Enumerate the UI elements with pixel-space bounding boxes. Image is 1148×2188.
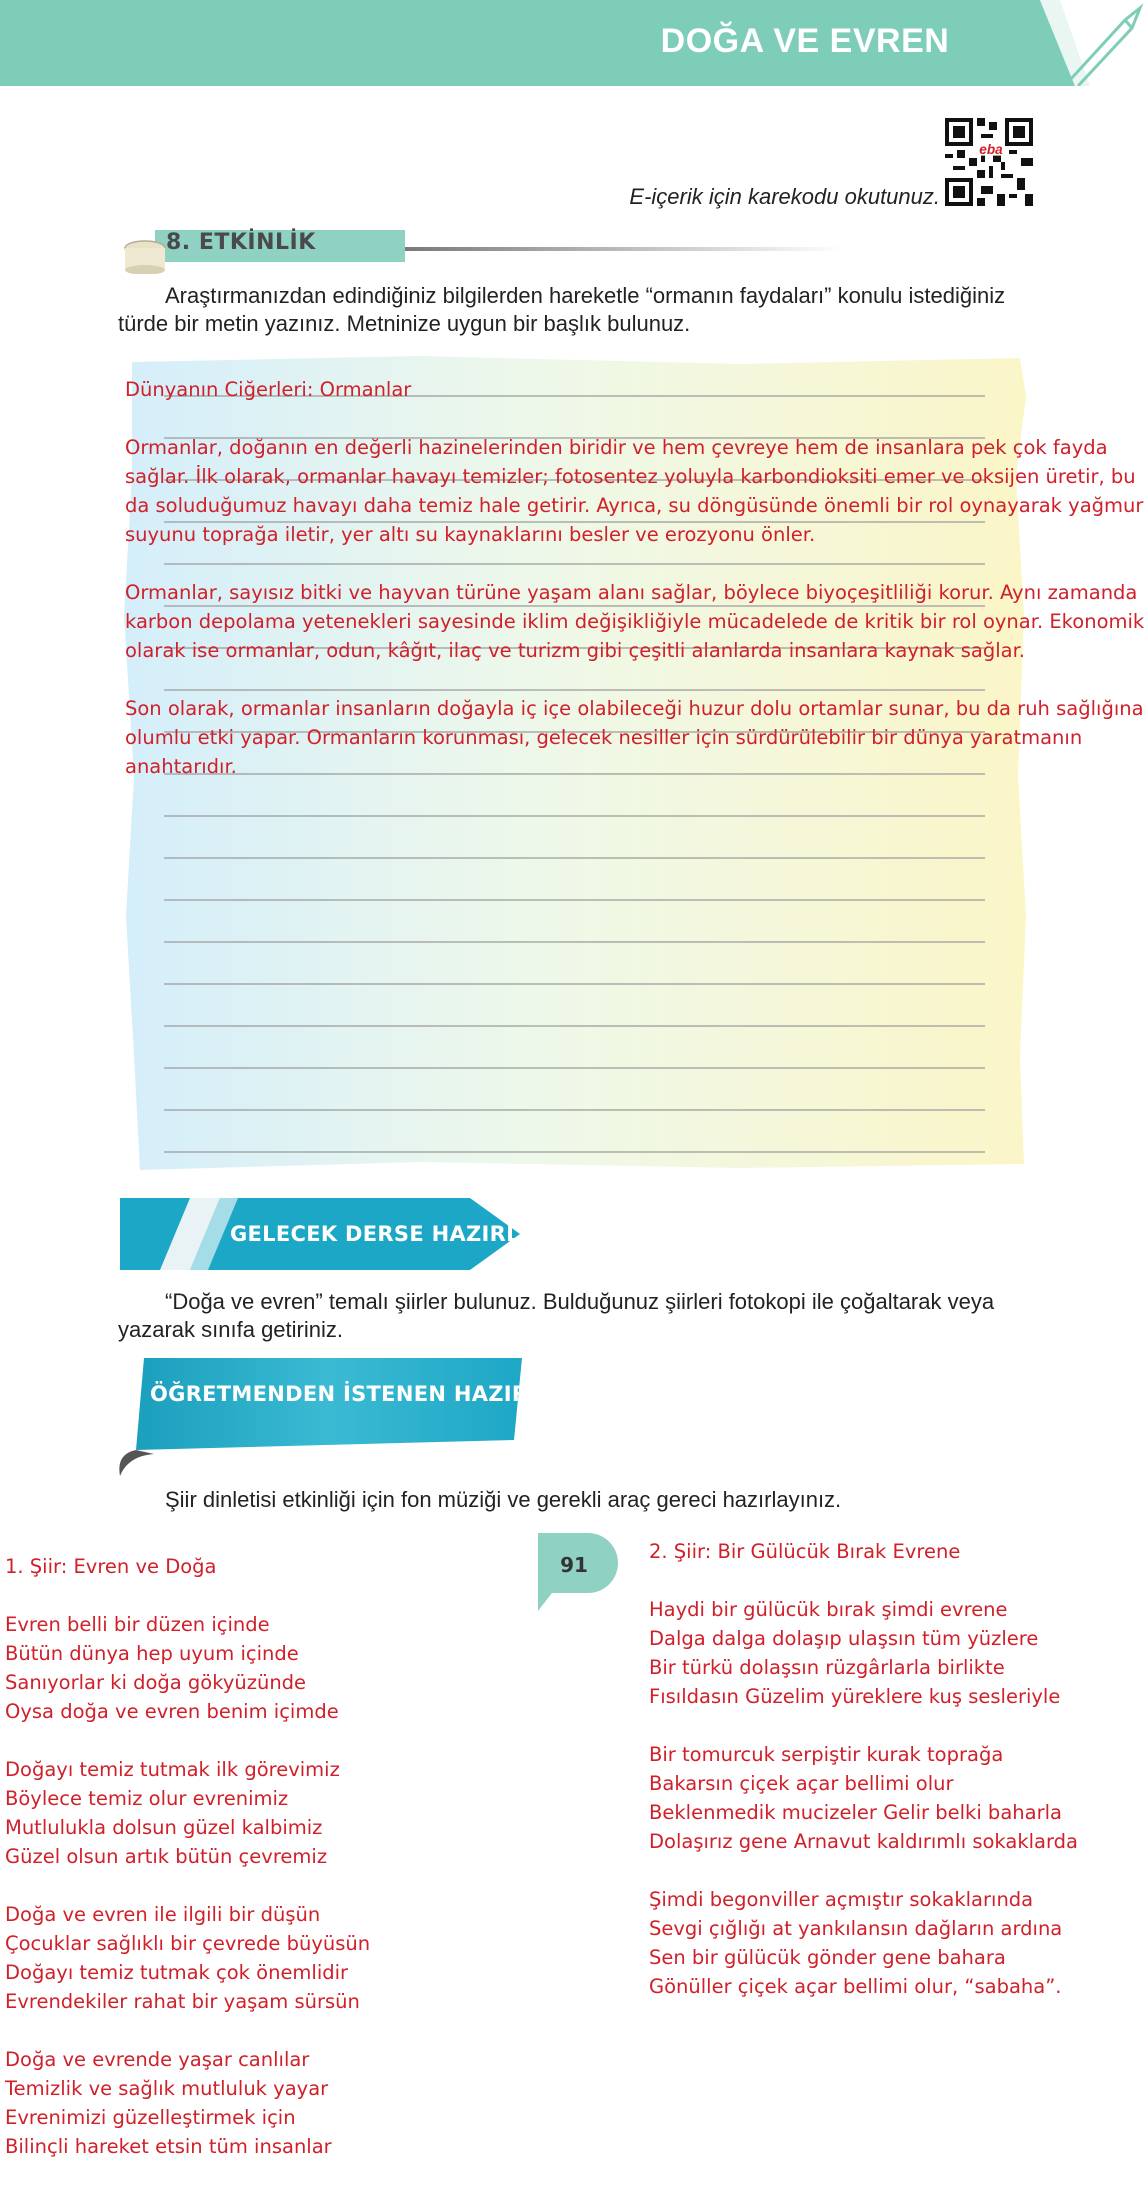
activity-label: 8. ETKİNLİK xyxy=(166,230,316,255)
poem-1: 1. Şiir: Evren ve Doğa Evren belli bir düzen içinde Bütün dünya hep uyum içinde Sanıyorlar ki doğa gökyüzünde Oysa doğa ve evren benim içimde Doğayı temiz tutmak ilk görevimiz Böylece temiz olur evrenimiz Mutlulukla dolsun güzel kalbimiz Güzel olsun artık bütün çevremiz Doğa ve evren ile ilgili bir düşün Çocuklar sağlıklı bir çevrede büyüsün Doğayı temiz tutmak çok önemlidir Evrendekiler rahat bir yaşam sürsün Doğa ve evrende yaşar canlılar Temizlik ve sağlık mutluluk yayar Evrenimizi güzelleştirmek için Bilinçli hareket etsin tüm insanlar xyxy=(5,1552,370,2161)
poem-2-title: 2. Şiir: Bir Gülücük Bırak Evrene xyxy=(649,1540,961,1563)
answer-paragraph-1: Ormanlar, doğanın en değerli hazinelerinden biridir ve hem çevreye hem de insanlara pek çok fayda sağlar. İlk olarak, ormanlar havayı temizler; fotosentez yoluyla karbondioksiti emer ve oksijen üretir, bu da soluduğumuz havayı daha temiz hale getirir. Ayrıca, su döngüsünde önemli bir rol oynayarak yağmur suyunu toprağa iletir, yer altı su kaynaklarını besler ve erozyonu önler. xyxy=(125,436,1144,546)
answer-paragraph-3: Son olarak, ormanlar insanların doğayla iç içe olabileceği huzur dolu ortamlar sunar, bu da ruh sağlığına olumlu etki yapar. Ormanların korunması, gelecek nesiller için sürdürülebilir bir dünya yaratmanın anahtarıdır. xyxy=(125,697,1144,778)
qr-caption: E-içerik için karekodu okutunuz. xyxy=(629,184,940,209)
page-title: DOĞA VE EVREN xyxy=(660,22,950,60)
poem-1-title: 1. Şiir: Evren ve Doğa xyxy=(5,1555,217,1578)
activity-instruction-line1: Araştırmanızdan edindiğiniz bilgilerden hareketle “ormanın faydaları” konulu istediğiniz xyxy=(165,283,1006,308)
poem-2: 2. Şiir: Bir Gülücük Bırak Evrene Haydi bir gülücük bırak şimdi evrene Dalga dalga dolaşıp ulaşsın tüm yüzlere Bir türkü dolaşsın rüzgârlarla birlikte Fısıldasın Güzelim yüreklere kuş sesleriyle Bir tomurcuk serpiştir kurak toprağa Bakarsın çiçek açar bellimi olur Beklenmedik mucizeler Gelir belki baharla Dolaşırız gene Arnavut kaldırımlı sokaklarda Şimdi begonviller açmıştır sokaklarında Sevgi çığlığı at yankılansın dağların ardına Sen bir gülücük gönder gene bahara Gönüller çiçek açar bellimi olur, “sabaha”. xyxy=(649,1537,1078,2001)
next-lesson-line1: “Doğa ve evren” temalı şiirler bulunuz. Bulduğunuz şiirleri fotokopi ile çoğaltarak veya xyxy=(165,1289,995,1314)
teacher-line1: Şiir dinletisi etkinliği için fon müziği ve gerekli araç gereci hazırlayınız. xyxy=(165,1487,842,1512)
next-lesson-line2: yazarak sınıfa getiriniz. xyxy=(118,1317,343,1342)
answer-paragraph-2: Ormanlar, sayısız bitki ve hayvan türüne yaşam alanı sağlar, böylece biyoçeşitliliği korur. Aynı zamanda karbon depolama yetenekleri sayesinde iklim değişikliğiyle mücadelede de kritik bir rol oynar. Ekonomik olarak ise ormanlar, odun, kâğıt, ilaç ve turizm gibi çeşitli alanlarda insanlara kaynak sağlar. xyxy=(125,581,1145,662)
eba-badge: eba xyxy=(979,142,1003,157)
qr-code[interactable] xyxy=(945,118,1033,206)
answer-text[interactable] xyxy=(125,375,1145,781)
teacher-tag xyxy=(116,1358,522,1476)
activity-instruction-line2: türde bir metin yazınız. Metninize uygun bir başlık bulunuz. xyxy=(118,311,691,336)
teacher-label: ÖĞRETMENDEN İSTENEN HAZIRLIK xyxy=(150,1382,567,1406)
next-lesson-label: GELECEK DERSE HAZIRLIK xyxy=(230,1222,545,1246)
scroll-icon xyxy=(125,241,165,274)
answer-title: Dünyanın Ciğerleri: Ormanlar xyxy=(125,378,412,401)
page-number: 91 xyxy=(560,1553,588,1577)
